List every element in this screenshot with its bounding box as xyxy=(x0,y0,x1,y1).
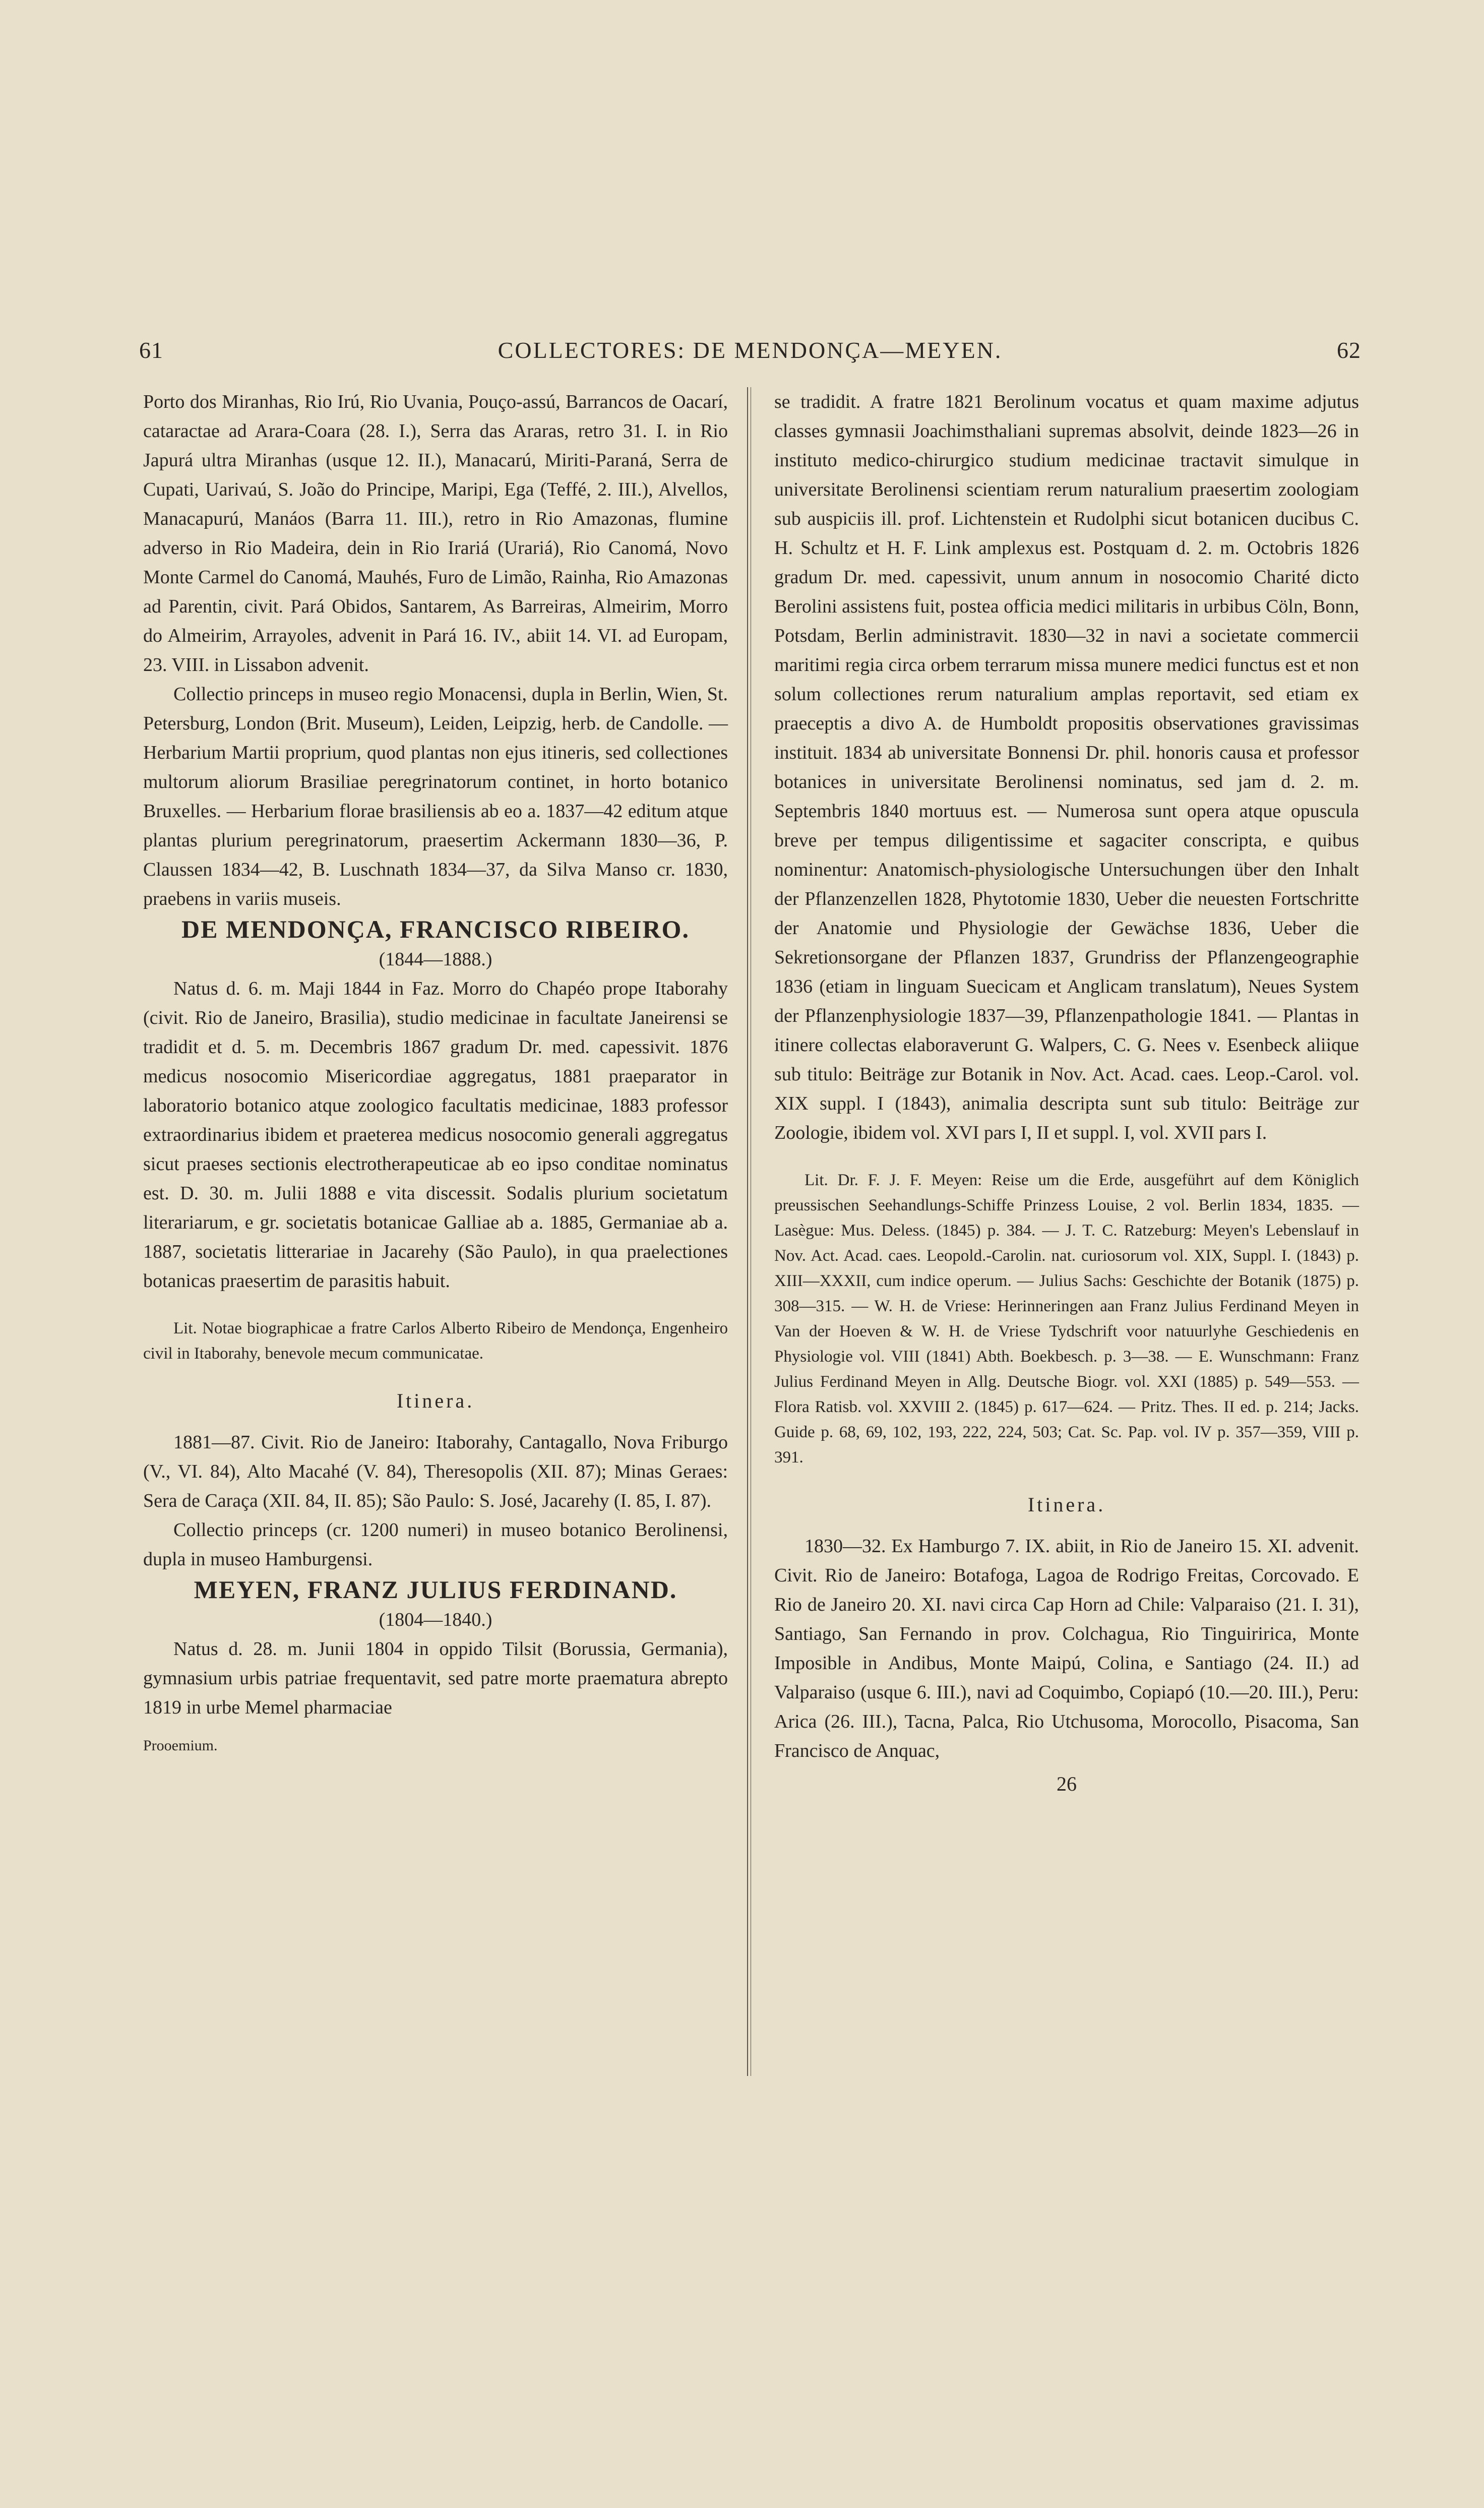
paragraph-itinera-meyen: 1830—32. Ex Hamburgo 7. IX. abiit, in Rio de Janeiro 15. XI. advenit. Civit. Rio de Janeiro: Botafoga, Lagoa de Rodrigo Freitas, Corcovado. E Rio de Janeiro 20. XI. navi circa Cap Horn ad Chile: Valparaiso (21. I. 31), Santiago, San Fernando in prov. Colchagua, Rio Tinguiririca, Monte Imposible in Andibus, Monte Maipú, Colina, e Santiago (24. II.) ad Valparaiso (usque 6. III.), navi ad Coquimbo, Copiapó (10.—20. III.), Peru: Arica (26. III.), Tacna, Palca, Rio Utchusoma, Morocollo, Pisacoma, San Francisco de Anquac, xyxy=(774,1536,1359,1761)
paragraph-itinerary-continued: Porto dos Miranhas, Rio Irú, Rio Uvania, Pouço-assú, Barrancos de Oacarí, cataractae ad Arara-Coara (28. I.), Serra das Araras, retro 31. I. in Rio Japurá ultra Miranhas (usque 12. II.), Manacarú, Miriti-Paraná, Serra de Cupati, Uarivaú, S. João do Principe, Maripi, Ega (Teffé, 2. III.), Alvellos, Manacapurú, Manáos (Barra 11. III.), retro in Rio Amazonas, flumine adverso in Rio Madeira, dein in Rio Irariá (Urariá), Rio Canomá, Novo Monte Carmel do Canomá, Mauhés, Furo de Limão, Rainha, Rio Amazonas ad Parentin, civit. Pará Obidos, Santarem, As Barreiras, Almeirim, Morro do Almeirim, Arrayoles, advenit in Pará 16. IV., abiit 14. VI. ad Europam, 23. VIII. in Lissabon advenit. xyxy=(143,391,728,676)
itinera-heading-meyen: Itinera. xyxy=(1027,1493,1106,1516)
itinera-heading-mendonca: Itinera. xyxy=(396,1389,475,1412)
footer-signature-label: Prooemium. xyxy=(143,1737,218,1754)
page-number-left: 61 xyxy=(139,337,163,363)
literature-meyen: Lit. Dr. F. J. F. Meyen: Reise um die Erde, ausgeführt auf dem Königlich preussischen Seehandlungs-Schiffe Prinzess Louise, 2 vol. Berlin 1834, 1835. — Lasègue: Mus. Deless. (1845) p. 384. — J. T. C. Ratzeburg: Meyen's Lebenslauf in Nov. Act. Acad. caes. Leopold.-Carolin. nat. curiosorum vol. XIX, Suppl. I. (1843) p. XIII—XXXII, cum indice operum. — Julius Sachs: Geschichte der Botanik (1875) p. 308—315. — W. H. de Vriese: Herinneringen aan Franz Julius Ferdinand Meyen in Van der Hoeven & W. H. de Vriese Tydschrift voor natuurlyhe Geschiedenis en Physiologie vol. VIII (1841) Abth. Boekbesch. p. 3—38. — E. Wunschmann: Franz Julius Ferdinand Meyen in Allg. Deutsche Biogr. vol. XXI (1885) p. 549—553. — Flora Ratisb. vol. XXVIII 2. (1845) p. 617—624. — Pritz. Thes. II ed. p. 214; Jacks. Guide p. 68, 69, 102, 193, 222, 224, 503; Cat. Sc. Pap. vol. IV p. 357—359, VIII p. 391. xyxy=(774,1171,1359,1466)
paragraph-collection-mendonca: Collectio princeps (cr. 1200 numeri) in museo botanico Berolinensi, dupla in museo Hamburgensi. xyxy=(143,1519,728,1570)
running-title: COLLECTORES: DE MENDONÇA—MEYEN. xyxy=(498,337,1003,363)
literature-mendonca: Lit. Notae biographicae a fratre Carlos Alberto Ribeiro de Mendonça, Engenheiro civil in Itaborahy, benevole mecum communicatae. xyxy=(143,1319,728,1363)
paragraph-collections: Collectio princeps in museo regio Monacensi, dupla in Berlin, Wien, St. Petersburg, London (Brit. Museum), Leiden, Leipzig, herb. de Candolle. — Herbarium Martii proprium, quod plantas non ejus itineris, sed collectiones multorum aliorum Brasiliae peregrinatorum continet, in horto botanico Bruxelles. — Herbarium florae brasiliensis ab eo a. 1837—42 editum atque plantas plurium peregrinatorum, praesertim Ackermann 1830—36, P. Claussen 1834—42, B. Luschnath 1834—37, da Silva Manso cr. 1830, praebens in variis museis. xyxy=(143,684,728,909)
entry-heading-mendonca: DE MENDONÇA, FRANCISCO RIBEIRO. xyxy=(181,915,690,943)
page-number-right: 62 xyxy=(1337,337,1361,363)
signature-number: 26 xyxy=(1057,1772,1077,1795)
left-column xyxy=(143,387,728,1760)
running-header xyxy=(139,337,1361,367)
paragraph-biography-meyen-start: Natus d. 28. m. Junii 1804 in oppido Tilsit (Borussia, Germania), gymnasium urbis patriae frequentavit, sed patre morte praematura abrepto 1819 in urbe Memel pharmaciae xyxy=(143,1638,728,1718)
right-column xyxy=(774,387,1359,1799)
entry-heading-meyen: MEYEN, FRANZ JULIUS FERDINAND. xyxy=(194,1575,677,1604)
entry-dates-meyen: (1804—1840.) xyxy=(379,1609,492,1630)
column-divider xyxy=(747,387,748,2076)
entry-dates-mendonca: (1844—1888.) xyxy=(379,949,492,970)
paragraph-itinera-mendonca: 1881—87. Civit. Rio de Janeiro: Itaborahy, Cantagallo, Nova Friburgo (V., VI. 84), Alto Macahé (V. 84), Theresopolis (XII. 87); Minas Geraes: Sera de Caraça (XII. 84, II. 85); São Paulo: S. José, Jacarehy (I. 85, I. 87). xyxy=(143,1432,728,1511)
paragraph-biography-meyen-continued: se tradidit. A fratre 1821 Berolinum vocatus et quam maxime adjutus classes gymnasii Joachimsthaliani supremas absolvit, deinde 1823—26 in instituto medico-chirurgico studium medicinae tractavit simulque in universitate Berolinensi scientiam rerum naturalium praesertim zoologiam sub auspiciis ill. prof. Lichtenstein et Rudolphi sicut botanicen ducibus C. H. Schultz et H. F. Link amplexus est. Postquam d. 2. m. Octobris 1826 gradum Dr. med. capessivit, unum annum in nosocomio Charité dicto Berolini assistens fuit, postea officia medici militaris in urbibus Cöln, Bonn, Potsdam, Berlin administravit. 1830—32 in navi a societate commercii maritimi regia circa orbem terrarum missa munere medici functus est et non solum collectiones rerum naturalium amplas reportavit, sed etiam ex praeceptis a divo A. de Humboldt propositis observationes gravissimas instituit. 1834 ab universitate Bonnensi Dr. phil. honoris causa et professor botanices in universitate Berolinensi nominatus, sed jam d. 2. m. Septembris 1840 mortuus est. — Numerosa sunt opera atque opuscula breve per tempus diligentissime et sagaciter conscripta, e quibus nominentur: Anatomisch-physiologische Untersuchungen über den Inhalt der Pflanzenzellen 1828, Phytotomie 1830, Ueber die neuesten Fortschritte der Anatomie und Physiologie der Gewächse 1836, Ueber die Sekretionsorgane der Pflanzen 1837, Grundriss der Pflanzengeographie 1836 (etiam in linguam Suecicam et Anglicam translatum), Neues System der Pflanzenphysiologie 1837—39, Pflanzenpathologie 1841. — Plantas in itinere collectas elaboraverunt G. Walpers, C. G. Nees v. Esenbeck aliique sub titulo: Beiträge zur Botanik in Nov. Act. Acad. caes. Leop.-Carol. vol. XIX suppl. I (1843), animalia descripta sunt sub titulo: Beiträge zur Zoologie, ibidem vol. XVI pars I, II et suppl. I, vol. XVII pars I. xyxy=(774,391,1359,1143)
paragraph-biography-mendonca: Natus d. 6. m. Maji 1844 in Faz. Morro do Chapéo prope Itaborahy (civit. Rio de Janeiro, Brasilia), studio medicinae in facultate Janeirensi se tradidit et d. 5. m. Decembris 1867 gradum Dr. med. capessivit. 1876 medicus nosocomio Misericordiae aggregatus, 1881 praeparator in laboratorio botanico atque zoologico facultatis medicinae, 1883 professor extraordinarius ibidem et praeterea medicus nosocomio generali aggregatus sicut praeses sectionis electrotherapeuticae ab eo ipso conditae nominatus est. D. 30. m. Julii 1888 e vita discessit. Sodalis plurium societatum literariarum, e gr. societatis botanicae Galliae ab a. 1885, Germaniae ab a. 1887, societatis litterariae in Jacarehy (São Paulo), in qua praelectiones botanicas praesertim de parasitis habuit. xyxy=(143,978,728,1292)
